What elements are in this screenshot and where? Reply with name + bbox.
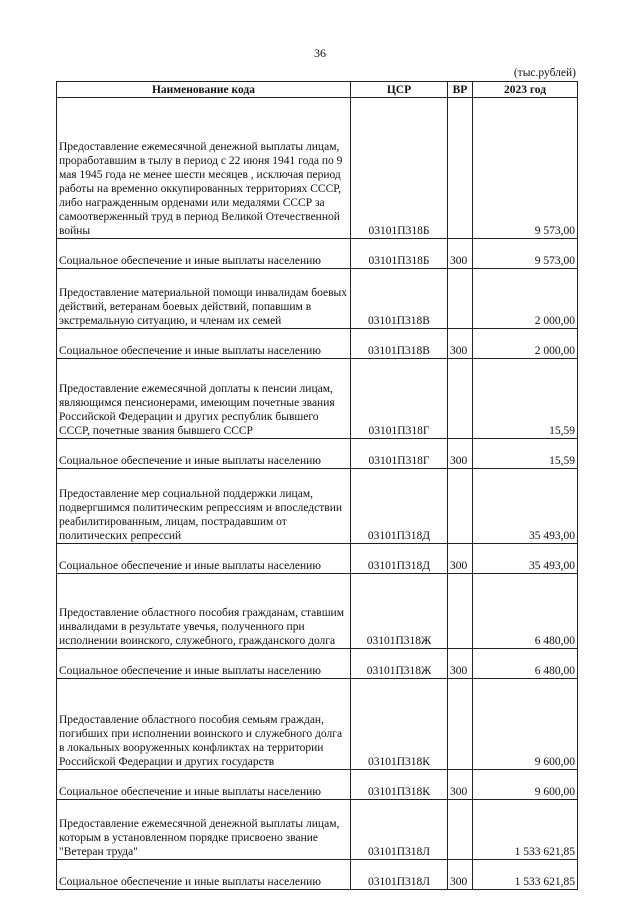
row-name: Социальное обеспечение и иные выплаты населению [57,770,351,800]
table-row [57,770,578,800]
row-vr: 300 [448,649,473,679]
header-year: 2023 год [473,82,578,98]
row-amount: 2 000,00 [473,329,578,359]
table-row [57,98,578,239]
row-name: Предоставление ежемесячной денежной выплаты лицам, которым в установленном порядке присвоено звание "Ветеран труда" [57,800,351,860]
table-row [57,239,578,269]
row-name: Социальное обеспечение и иные выплаты населению [57,239,351,269]
row-name: Предоставление ежемесячной доплаты к пенсии лицам, являющимся пенсионерами, имеющим почетные звания Российской Федерации и других республик бывшего СССР, почетные звания бывшего СССР [57,359,351,439]
row-name: Предоставление областного пособия семьям граждан, погибших при исполнении воинского и служебного долга в локальных вооруженных конфликтах на территории Российской Федерации и других государств [57,679,351,770]
header-vr: ВР [448,82,473,98]
row-name: Социальное обеспечение и иные выплаты населению [57,439,351,469]
row-amount: 6 480,00 [473,574,578,649]
row-amount: 9 573,00 [473,98,578,239]
row-vr [448,98,473,239]
row-vr [448,469,473,544]
row-vr: 300 [448,329,473,359]
row-vr [448,679,473,770]
row-amount: 6 480,00 [473,649,578,679]
row-name: Социальное обеспечение и иные выплаты населению [57,544,351,574]
row-amount: 35 493,00 [473,469,578,544]
table-row [57,469,578,544]
table-row [57,269,578,329]
row-name: Предоставление мер социальной поддержки лицам, подвергшимся политическим репрессиям и впоследствии реабилитированным, лицам, пострадавшим от политических репрессий [57,469,351,544]
table-row [57,544,578,574]
row-amount: 1 533 621,85 [473,800,578,860]
row-amount: 2 000,00 [473,269,578,329]
table-row [57,679,578,770]
row-name: Предоставление ежемесячной денежной выплаты лицам, проработавшим в тылу в период с 22 июня 1941 года по 9 мая 1945 года не менее шести месяцев , исключая период работы на временно оккупированных территориях СССР, либо награжденным орденами или медалями СССР за самоотверженный труд в период Великой Отечественной войны [57,98,351,239]
table-row [57,359,578,439]
table-row [57,800,578,860]
row-name: Социальное обеспечение и иные выплаты населению [57,860,351,890]
row-csr: 03101П318В [351,329,448,359]
row-amount: 15,59 [473,359,578,439]
row-csr: 03101П318Л [351,860,448,890]
row-amount: 15,59 [473,439,578,469]
row-csr: 03101П318Б [351,98,448,239]
row-name: Предоставление областного пособия гражданам, ставшим инвалидами в результате увечья, полученного при исполнении воинского, служебного, гражданского долга [57,574,351,649]
table-header-row [57,82,578,98]
header-name: Наименование кода [57,82,351,98]
row-vr [448,800,473,860]
row-vr: 300 [448,544,473,574]
row-vr: 300 [448,860,473,890]
row-name: Социальное обеспечение и иные выплаты населению [57,329,351,359]
row-vr: 300 [448,770,473,800]
row-csr: 03101П318Ж [351,574,448,649]
table-row [57,649,578,679]
row-csr: 03101П318Ж [351,649,448,679]
row-name: Социальное обеспечение и иные выплаты населению [57,649,351,679]
row-csr: 03101П318Г [351,359,448,439]
row-csr: 03101П318Д [351,544,448,574]
row-csr: 03101П318К [351,679,448,770]
row-amount: 9 600,00 [473,679,578,770]
row-csr: 03101П318Б [351,239,448,269]
row-csr: 03101П318В [351,269,448,329]
budget-table [56,81,578,890]
row-csr: 03101П318Г [351,439,448,469]
row-amount: 35 493,00 [473,544,578,574]
row-amount: 9 600,00 [473,770,578,800]
table-row [57,860,578,890]
row-vr: 300 [448,239,473,269]
row-csr: 03101П318К [351,770,448,800]
row-csr: 03101П318Л [351,800,448,860]
row-vr [448,359,473,439]
row-amount: 1 533 621,85 [473,860,578,890]
table-row [57,574,578,649]
row-name: Предоставление материальной помощи инвалидам боевых действий, ветеранам боевых действий, попавшим в экстремальную ситуацию, и членам их семей [57,269,351,329]
header-csr: ЦСР [351,82,448,98]
row-vr [448,574,473,649]
page-number: 36 [314,46,326,60]
row-vr [448,269,473,329]
units-label: (тыс.рублей) [513,67,576,79]
row-amount: 9 573,00 [473,239,578,269]
table-row [57,329,578,359]
row-csr: 03101П318Д [351,469,448,544]
row-vr: 300 [448,439,473,469]
table-row [57,439,578,469]
